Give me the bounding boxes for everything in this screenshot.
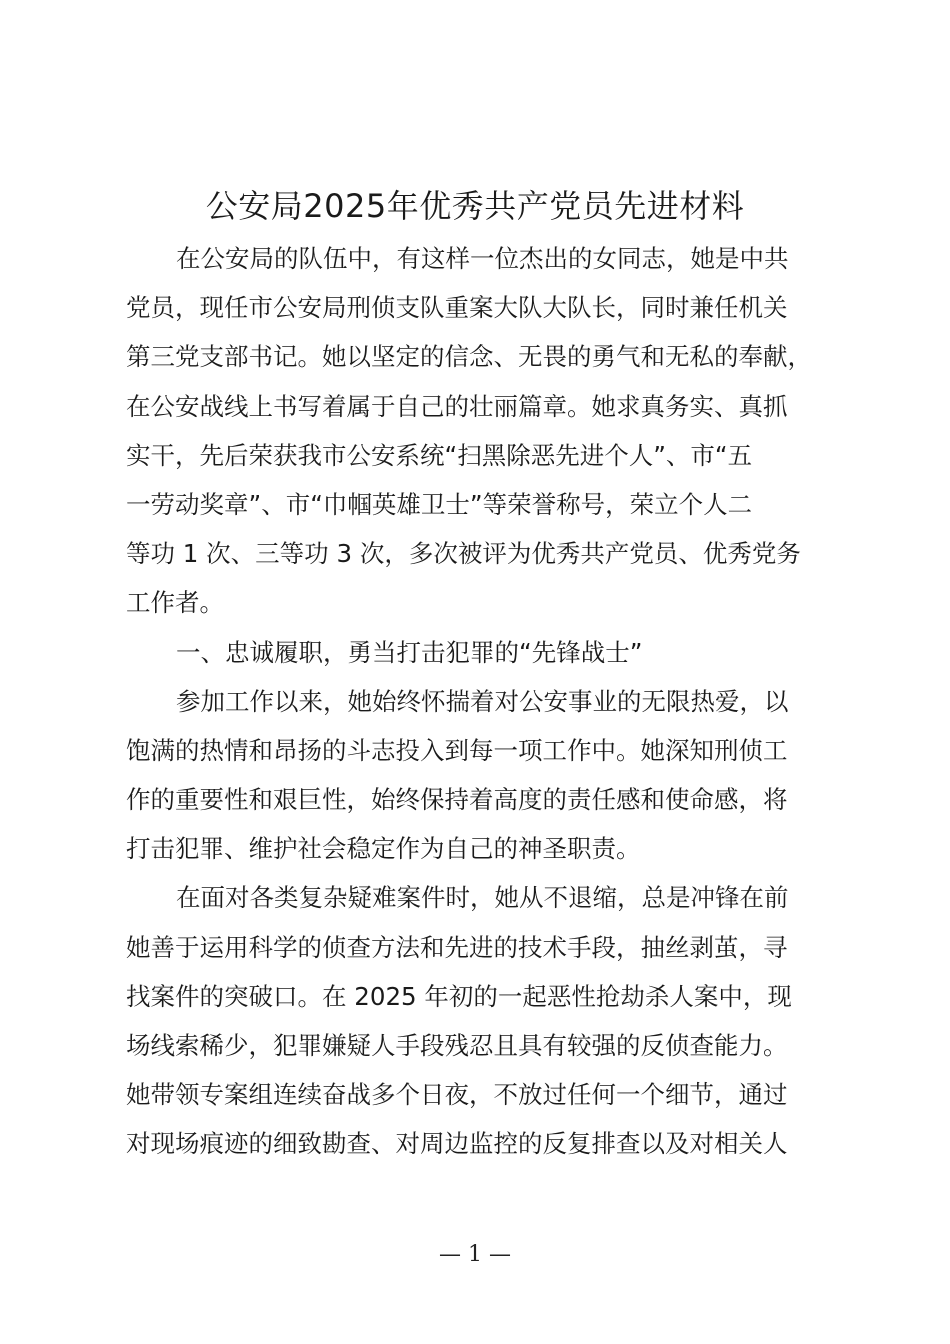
paragraph-line: 她带领专案组连续奋战多个日夜，不放过任何一个细节，通过 [126, 1080, 788, 1110]
paragraph-line: 她善于运用科学的侦查方法和先进的技术手段，抽丝剥茧，寻 [126, 932, 788, 962]
paragraph-line: 打击犯罪、维护社会稳定作为自己的神圣职责。 [126, 834, 641, 864]
paragraph-line: 实干，先后荣获我市公安系统“扫黑除恶先进个人”、市“五 [126, 440, 753, 470]
paragraph-line: 场线索稀少，犯罪嫌疑人手段残忍且具有较强的反侦查能力。 [126, 1031, 788, 1060]
document-body [126, 234, 834, 1169]
paragraph-line: 等功 1 次、三等功 3 次，多次被评为优秀共产党员、优秀党务 [126, 539, 801, 569]
document-title: 公安局2025年优秀共产党员先进材料 [205, 187, 745, 225]
paragraph-line: 作的重要性和艰巨性，始终保持着高度的责任感和使命感，将 [126, 785, 788, 815]
paragraph-line: 党员，现任市公安局刑侦支队重案大队大队长，同时兼任机关 [126, 293, 788, 323]
paragraph-line: 在公安局的队伍中，有这样一位杰出的女同志，她是中共 [176, 244, 789, 273]
paragraph-line: 参加工作以来，她始终怀揣着对公安事业的无限热爱，以 [176, 686, 789, 716]
paragraph-line: 在面对各类复杂疑难案件时，她从不退缩，总是冲锋在前 [176, 883, 789, 913]
paragraph-line: 工作者。 [126, 588, 224, 618]
paragraph-line: 对现场痕迹的细致勘查、对周边监控的反复排查以及对相关人 [126, 1129, 788, 1159]
paragraph-line: 找案件的突破口。在 2025 年初的一起恶性抢劫杀人案中，现 [126, 981, 792, 1011]
paragraph-line: 饱满的热情和昂扬的斗志投入到每一项工作中。她深知刑侦工 [126, 735, 788, 765]
paragraph-line: 在公安战线上书写着属于自己的壮丽篇章。她求真务实、真抓 [126, 391, 788, 421]
section-heading: 一、忠诚履职，勇当打击犯罪的“先锋战士” [176, 637, 643, 667]
page-number: — 1 — [439, 1242, 511, 1267]
paragraph-line: 第三党支部书记。她以坚定的信念、无畏的勇气和无私的奉献， [126, 342, 812, 372]
paragraph-line: 一劳动奖章”、市“巾帼英雄卫士”等荣誉称号，荣立个人二 [126, 489, 753, 519]
